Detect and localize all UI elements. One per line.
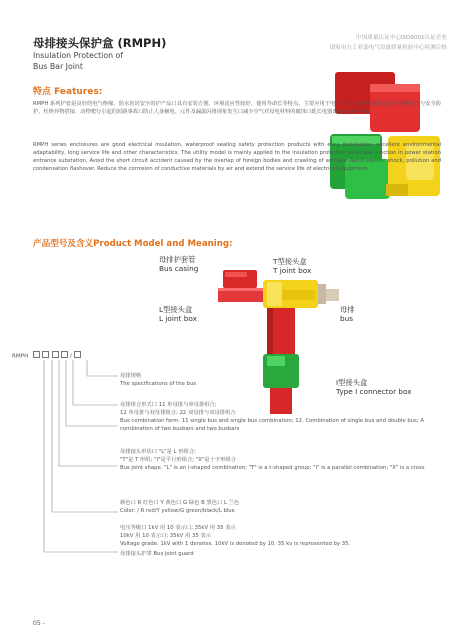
voltage-explanation [120, 524, 450, 548]
label-bus-casing-en: Bus casing [159, 264, 199, 273]
spec-cn: 母排规格 [120, 373, 142, 379]
label-l-joint-cn: L型接头盒 [159, 305, 193, 314]
joint-cn-2: "T"是 T 形组; "I"是平行形组合; "X"是十字形组合 [120, 457, 237, 464]
spec-explanation [120, 372, 440, 388]
combo-cn-2: 12 单母排与双母排组合; 22 双母排与双母排组合 [120, 410, 236, 417]
voltage-cn-2: 10kV 用 10 表示口; 35kV 用 35 表示 [120, 533, 211, 540]
voltage-cn: 电压等级口 1kV 用 10 表示口; 35kV 用 35 表示 [120, 525, 236, 531]
label-t-joint-en: T joint box [273, 266, 312, 275]
model-code-prefix: RMPH [12, 353, 29, 360]
voltage-en: Voltage grade. 1kV with 1 denotes. 10kV is denoted by 10. 35 kv is represented by 35. [120, 541, 351, 548]
joint-cn: 母排接头形状口 "L"是 L 形组合; [120, 449, 196, 455]
joint-en: Bus joint shape. "L" is an l-shaped combination; "T" is a t-shaped group; "I" is a parallel combination; "X" is a cross [120, 465, 425, 472]
combination-explanation [120, 401, 450, 433]
subtitle-line-2: Bus Bar Joint [33, 62, 83, 71]
color-explanation [120, 499, 440, 515]
cert-line-2: 国家电力工业部电气设备质量检验中心检测合格 [329, 45, 447, 51]
guard-explanation: 母排接头护罩 Bus joint guard [120, 551, 194, 557]
label-i-connector-cn: I型接头盒 [336, 378, 368, 387]
label-t-joint-cn: T型接头盒 [273, 257, 307, 266]
spec-en: The specifications of the bus [120, 381, 197, 388]
features-heading: 特点 Features: [33, 87, 103, 97]
model-heading: 产品型号及含义Product Model and Meaning: [33, 239, 233, 249]
page-title: 母排接头保护盒 (RMPH) [33, 36, 167, 50]
color-cn: 颜色口 R 红色口 Y 黄色口 G 绿色 B 黑色口 L 兰色 [120, 500, 240, 506]
color-en: Color: / R red/Y yellow/G green/black/L blue [120, 508, 235, 515]
combo-en: Bus combination form. 11 single bus and single bus combination; 12. Combination of single bus and double bus; A combination of two busbars and two busbars [120, 418, 424, 433]
features-text-cn: RMPH 系列护套是良好的电气绝缘、防水密封安全的护产品口具有安装方便、环境适应性较好、使用寿命长等特点。主要应用于电厂口变电站中母线接合处的绝缘保护与安全防护。杜绝异物搭接、动物爬行引起的短路事故口防止人身触电、元件及漏露闪络现象发生口减少空气对母电材料的腐蚀口延长电器设备的使用寿命。 [33, 101, 441, 116]
label-bus-casing-cn: 母排护套管 [159, 255, 196, 264]
label-bus-en: bus [340, 314, 354, 323]
cert-line-1: 中国质量认证中心ISO9001认证企业 [356, 35, 447, 41]
features-text-en: RMPH series enclosures are good electrical insulation, waterproof sealing safety protection products with easy installation, excellent environmental adaptability, long service life and other characteristics. The utility model is mainly applied to the insulation protection of busbar junction in power station entrance substation. Avoid the short circuit accident caused by the overlap of foreign bodies and crawling of animals. Avoid electric shock, pollution and condensation flashover. Reduce the corrosion of conductive materials by air and extend the service life of electrical equipment. [33, 142, 441, 173]
code-separator: / [69, 353, 72, 360]
label-bus-cn: 母排 [340, 305, 355, 314]
page-number: 05 - [33, 620, 45, 627]
label-l-joint-en: L joint box [159, 314, 197, 323]
combo-cn: 母排组合形式口 11 单母排与单母排组合; [120, 402, 217, 408]
subtitle-line-1: Insulation Protection of [33, 51, 124, 60]
label-i-connector-en: Type I connector box [336, 387, 412, 396]
joint-shape-explanation [120, 448, 450, 472]
